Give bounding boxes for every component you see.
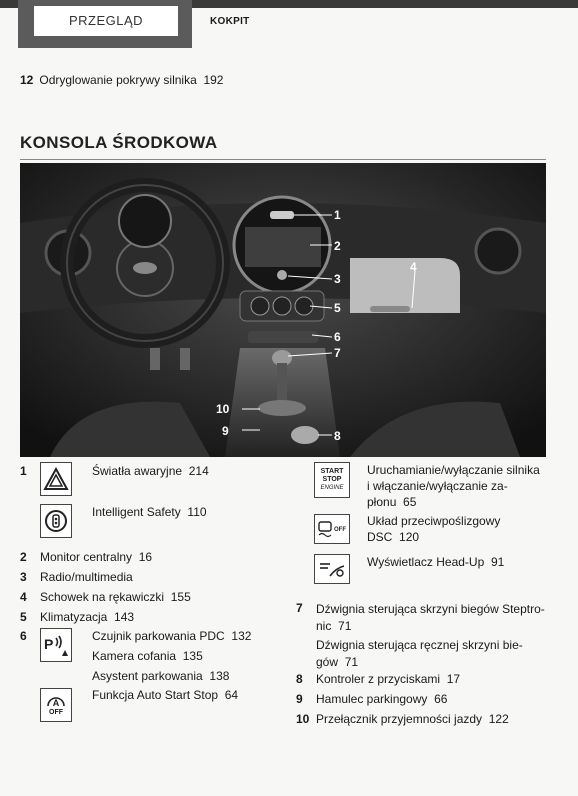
item-number: 1 <box>20 464 27 478</box>
item-text: Monitor centralny 16 <box>40 550 153 564</box>
start-label: START <box>320 468 344 475</box>
section-title: KONSOLA ŚRODKOWA <box>20 133 218 152</box>
item-number: 7 <box>296 601 303 615</box>
item-text: Radio/multimedia <box>40 570 133 584</box>
item-page[interactable]: 64 <box>224 688 239 702</box>
stop-label: STOP <box>322 476 342 483</box>
dsc-off-label: OFF <box>334 527 346 533</box>
item-page[interactable]: 65 <box>403 495 417 509</box>
chapter-tab-label: PRZEGLĄD <box>34 6 178 36</box>
item-text: Wyświetlacz Head-Up 91 <box>367 555 505 569</box>
item-page[interactable]: 17 <box>446 672 461 686</box>
head-up-display-icon <box>314 554 350 584</box>
item-text: Funkcja Auto Start Stop 64 <box>92 688 239 702</box>
callout-3: 3 <box>334 272 341 286</box>
engine-label: ENGINE <box>320 485 344 491</box>
item-number: 3 <box>20 570 27 584</box>
item-page[interactable]: 66 <box>434 692 448 706</box>
item-text: Czujnik parkowania PDC 132 <box>92 629 252 643</box>
item-text: Przełącznik przyjemności jazdy 122 <box>316 712 509 726</box>
item-text: Dźwignia sterująca ręcznej skrzyni bie- gów 71 <box>316 638 523 669</box>
item-page[interactable]: 155 <box>170 590 191 604</box>
park-distance-icon <box>40 628 72 662</box>
item-page[interactable]: 132 <box>231 629 252 643</box>
item-text: Światła awaryjne 214 <box>92 464 209 478</box>
item-text: Asystent parkowania 138 <box>92 669 230 683</box>
dsc-off-icon <box>314 514 350 544</box>
item-text: Kamera cofania 135 <box>92 649 203 663</box>
callout-8: 8 <box>334 429 341 443</box>
item-text: Dźwignia sterująca skrzyni biegów Steptro- nic 71 <box>316 602 545 633</box>
item-text: Klimatyzacja 143 <box>40 610 135 624</box>
item-number: 8 <box>296 672 303 686</box>
start-stop-engine-icon <box>314 462 350 498</box>
item-number: 5 <box>20 610 27 624</box>
item-page[interactable]: 143 <box>114 610 135 624</box>
item-number: 4 <box>20 590 27 604</box>
item-page[interactable]: 135 <box>182 649 203 663</box>
item-page[interactable]: 122 <box>488 712 509 726</box>
item-page[interactable]: 192 <box>203 73 224 87</box>
svg-text:P: P <box>44 636 54 652</box>
hazard-triangle-icon <box>40 462 72 496</box>
auto-start-stop-off-icon <box>40 688 72 722</box>
center-console-photo <box>20 163 546 457</box>
item-number: 10 <box>296 712 310 726</box>
callout-7: 7 <box>334 346 341 360</box>
callout-1: 1 <box>334 208 341 222</box>
item-text: Intelligent Safety 110 <box>92 505 207 519</box>
item-page[interactable]: 16 <box>138 550 153 564</box>
callout-6: 6 <box>334 330 341 344</box>
auto-ss-letter: A <box>52 698 60 708</box>
subsection-title: KOKPIT <box>210 16 250 27</box>
item-number: 6 <box>20 629 27 643</box>
section-divider <box>20 159 546 160</box>
item-page[interactable]: 110 <box>187 505 207 519</box>
item-page[interactable]: 138 <box>209 669 230 683</box>
item-page[interactable]: 214 <box>188 464 209 478</box>
item-text: Układ przeciwpoślizgowy DSC 120 <box>367 514 501 544</box>
chapter-tab[interactable] <box>18 0 192 48</box>
item-page[interactable]: 71 <box>344 655 359 669</box>
intelligent-safety-icon <box>40 504 72 538</box>
callout-5: 5 <box>334 301 341 315</box>
item-text: Kontroler z przyciskami 17 <box>316 672 461 686</box>
item-page[interactable]: 91 <box>490 555 505 569</box>
item-text: Schowek na rękawiczki 155 <box>40 590 191 604</box>
item-number: 2 <box>20 550 27 564</box>
item-number: 9 <box>296 692 303 706</box>
item-page[interactable]: 120 <box>399 530 420 544</box>
item-text: Hamulec parkingowy 66 <box>316 692 448 706</box>
callout-9: 9 <box>222 424 229 438</box>
item-text: Uruchamianie/wyłączanie silnika i włączanie/wyłączanie za- płonu 65 <box>367 463 540 509</box>
callout-4: 4 <box>410 260 417 274</box>
item-number: 12 <box>20 73 34 87</box>
off-label: OFF <box>49 709 63 716</box>
item-page[interactable]: 71 <box>338 619 352 633</box>
callout-2: 2 <box>334 239 341 253</box>
callout-10: 10 <box>216 402 230 416</box>
item-text: Odryglowanie pokrywy silnika <box>39 73 197 87</box>
pre-item <box>20 73 223 87</box>
